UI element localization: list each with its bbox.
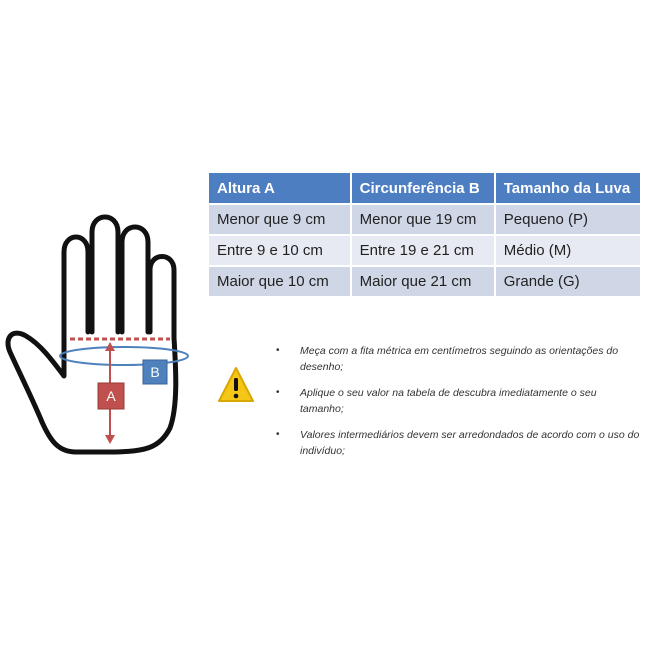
- note-text: Aplique o seu valor na tabela de descubra imediatamente o seu tamanho;: [300, 387, 597, 415]
- cell-tamanho: Médio (M): [495, 235, 640, 266]
- table-row: [209, 204, 640, 235]
- cell-circunferencia: Maior que 21 cm: [351, 266, 495, 296]
- bullet-icon: •: [276, 429, 280, 440]
- cell-tamanho: Grande (G): [495, 266, 640, 296]
- hand-outline-path: [8, 217, 176, 452]
- size-table: [209, 173, 640, 296]
- cell-circunferencia: Entre 19 e 21 cm: [351, 235, 495, 266]
- table-row: [209, 235, 640, 266]
- table-row: [209, 266, 640, 296]
- label-a-text: A: [106, 388, 116, 404]
- list-item: [268, 343, 640, 375]
- instructions-list: [268, 343, 640, 469]
- header-tamanho-luva: Tamanho da Luva: [495, 173, 640, 204]
- list-item: [268, 385, 640, 417]
- cell-circunferencia: Menor que 19 cm: [351, 204, 495, 235]
- header-altura-a: Altura A: [209, 173, 351, 204]
- cell-altura: Entre 9 e 10 cm: [209, 235, 351, 266]
- cell-tamanho: Pequeno (P): [495, 204, 640, 235]
- hand-diagram: [0, 170, 210, 490]
- note-text: Meça com a fita métrica em centímetros seguindo as orientações do desenho;: [300, 345, 619, 373]
- bullet-icon: •: [276, 387, 280, 398]
- cell-altura: Menor que 9 cm: [209, 204, 351, 235]
- warning-triangle-icon: [217, 366, 255, 404]
- note-text: Valores intermediários devem ser arredondados de acordo com o uso do indivíduo;: [300, 429, 640, 457]
- table-header-row: [209, 173, 640, 204]
- cell-altura: Maior que 10 cm: [209, 266, 351, 296]
- label-b-text: B: [150, 364, 160, 380]
- bullet-icon: •: [276, 345, 280, 356]
- hand-outline-icon: [0, 170, 210, 490]
- list-item: [268, 427, 640, 459]
- header-circunferencia-b: Circunferência B: [351, 173, 495, 204]
